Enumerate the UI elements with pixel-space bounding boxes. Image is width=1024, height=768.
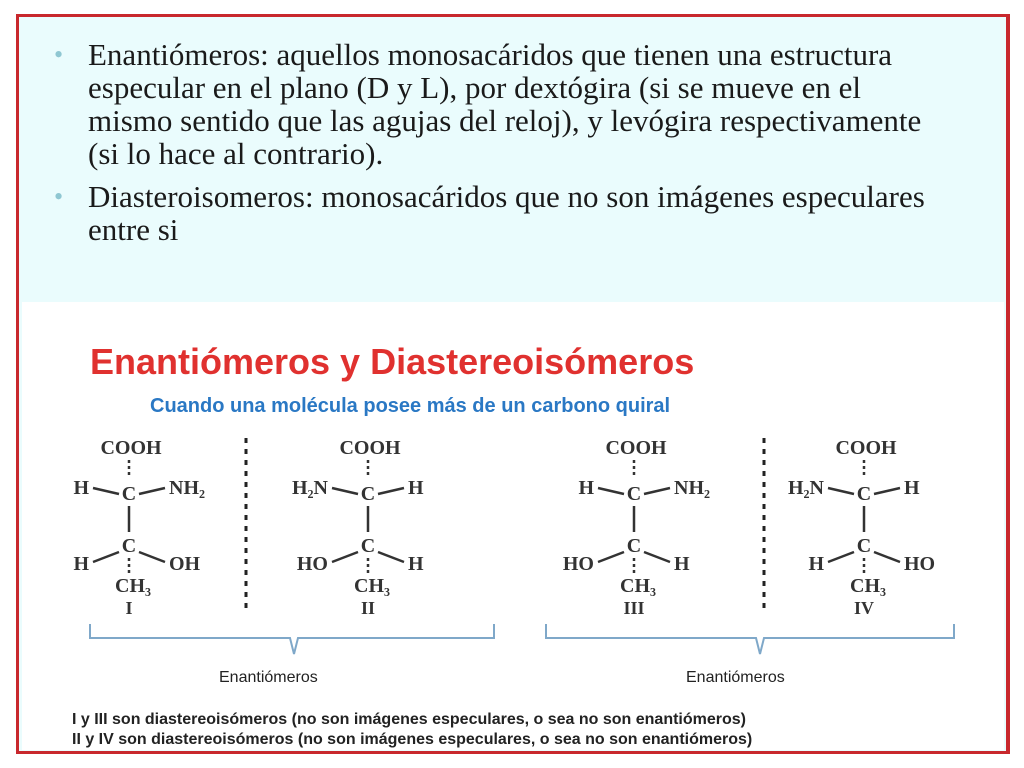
molecule-bottom-group: CH₃ xyxy=(115,575,151,597)
molecule-bottom-group: CH₃ xyxy=(850,575,886,597)
bond-c1-left xyxy=(828,488,854,494)
carbon-1: C xyxy=(856,483,872,505)
group-label-1: Enantiómeros xyxy=(219,669,318,686)
molecule-top-group: COOH xyxy=(100,437,162,459)
c2-right-substituent: HO xyxy=(904,553,936,575)
figure-title: Enantiómeros y Diastereoisómeros xyxy=(90,341,695,382)
molecule-top-group: COOH xyxy=(339,437,401,459)
c2-left-substituent: HO xyxy=(296,553,328,575)
stereo-figure xyxy=(22,302,1004,750)
group-label-2: Enantiómeros xyxy=(686,669,785,686)
carbon-2: C xyxy=(360,535,376,557)
bullet-dot-icon: • xyxy=(54,182,64,211)
c2-right-substituent: OH xyxy=(169,553,201,575)
bond-c2-left xyxy=(332,552,358,562)
brace-left xyxy=(90,624,494,654)
carbon-2: C xyxy=(856,535,872,557)
bullet-text-diasteroisomeros: Diasteroisomeros: monosacáridos que no son imágenes especulares entre si xyxy=(88,179,925,247)
molecule-label: II xyxy=(360,598,376,618)
bond-c2-right xyxy=(644,552,670,562)
molecule-label: III xyxy=(623,598,645,618)
c1-left-substituent: H xyxy=(73,477,89,499)
carbon-1: C xyxy=(626,483,642,505)
c1-right-substituent: H xyxy=(408,477,424,499)
carbon-1: C xyxy=(121,483,137,505)
carbon-1: C xyxy=(360,483,376,505)
c2-right-substituent: H xyxy=(408,553,424,575)
bullet-list xyxy=(40,38,940,256)
molecule-label: IV xyxy=(853,598,875,618)
note-1: I y III son diastereoisómeros (no son imágenes especulares, o sea no son enantiómeros) xyxy=(72,711,746,728)
bond-c1-left xyxy=(332,488,358,494)
bond-c2-right xyxy=(139,552,165,562)
carbon-2: C xyxy=(121,535,137,557)
bullet-item-diasteroisomeros xyxy=(40,180,940,246)
molecule-label: I xyxy=(125,598,133,618)
c1-right-substituent: H xyxy=(904,477,920,499)
c2-right-substituent: H xyxy=(674,553,690,575)
bond-c2-left xyxy=(598,552,624,562)
molecule-top-group: COOH xyxy=(835,437,897,459)
molecule-bottom-group: CH₃ xyxy=(354,575,390,597)
c1-left-substituent: H₂N xyxy=(292,477,328,499)
bullet-dot-icon: • xyxy=(54,40,64,69)
bond-c1-left xyxy=(93,488,119,494)
molecule-top-group: COOH xyxy=(605,437,667,459)
brace-right xyxy=(546,624,954,654)
bond-c2-right xyxy=(378,552,404,562)
bond-c1-right xyxy=(139,488,165,494)
molecule-bottom-group: CH₃ xyxy=(620,575,656,597)
bond-c2-right xyxy=(874,552,900,562)
stereo-figure-svg xyxy=(22,302,1004,750)
bond-c1-right xyxy=(378,488,404,494)
c2-left-substituent: HO xyxy=(562,553,594,575)
bond-c2-left xyxy=(93,552,119,562)
c1-left-substituent: H₂N xyxy=(788,477,824,499)
bond-c1-right xyxy=(644,488,670,494)
c1-right-substituent: NH₂ xyxy=(169,477,205,499)
bullet-item-enantiomeros xyxy=(40,38,940,170)
bond-c1-right xyxy=(874,488,900,494)
c2-left-substituent: H xyxy=(808,553,824,575)
bond-c2-left xyxy=(828,552,854,562)
figure-subtitle: Cuando una molécula posee más de un carbono quiral xyxy=(150,395,671,417)
carbon-2: C xyxy=(626,535,642,557)
note-2: II y IV son diastereoisómeros (no son imágenes especulares, o sea no son enantiómeros) xyxy=(72,731,753,748)
c2-left-substituent: H xyxy=(73,553,89,575)
c1-right-substituent: NH₂ xyxy=(674,477,710,499)
molecules-group xyxy=(73,437,935,618)
bullet-text-enantiomeros: Enantiómeros: aquellos monosacáridos que tienen una estructura especular en el plano (D y L), por dextógira (si se mueve en el mismo sentido que las agujas del reloj), y levógira respectivamente (si lo hace al contrario). xyxy=(88,37,922,171)
bond-c1-left xyxy=(598,488,624,494)
c1-left-substituent: H xyxy=(578,477,594,499)
